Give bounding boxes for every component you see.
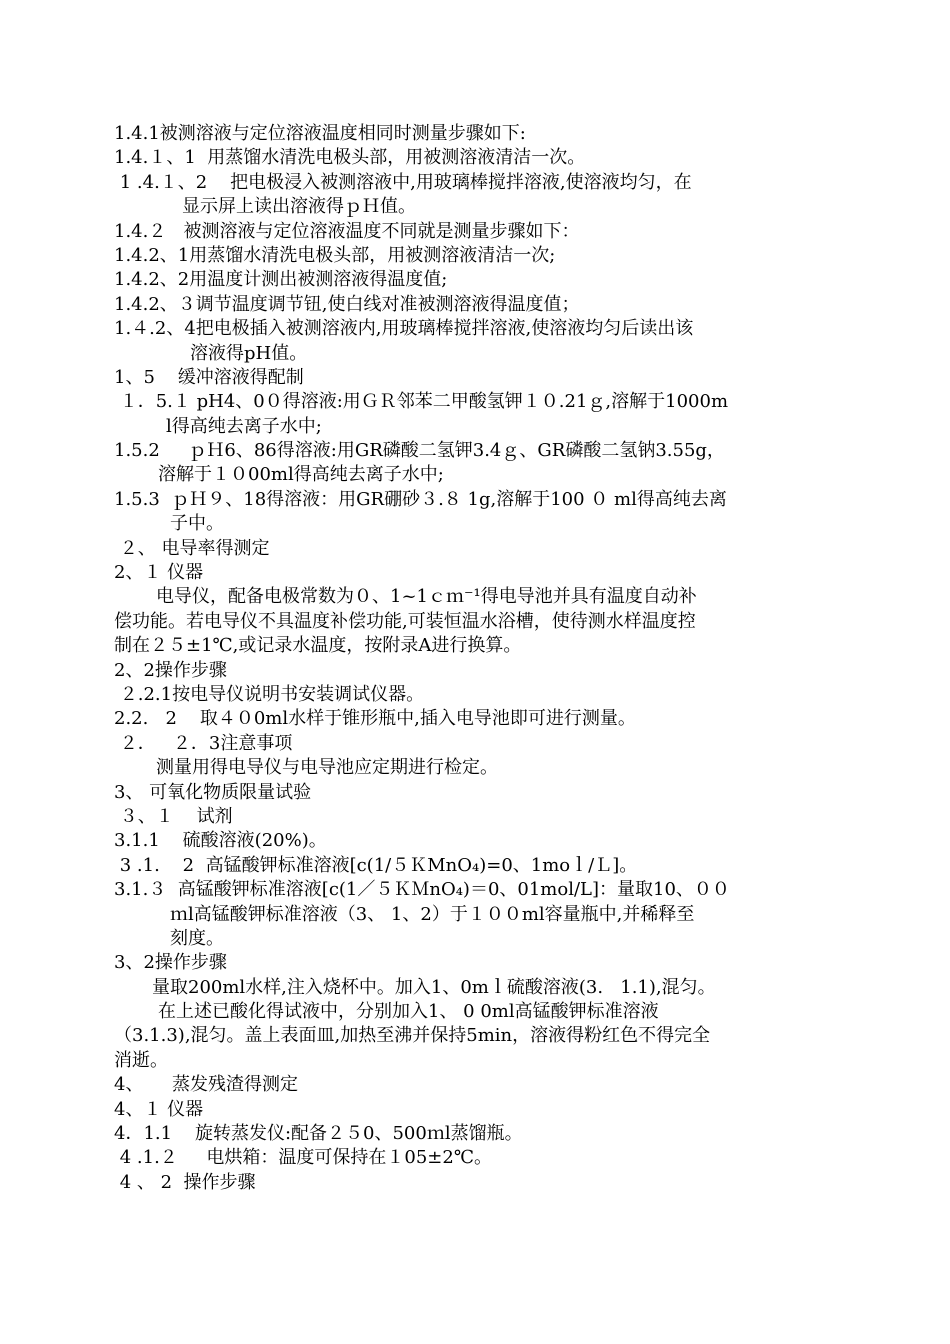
text-line: 1.5.3 ｐＨ９、18得溶液：用GR硼砂３.８ 1g,溶解于100 ０ ml得高纯去离 xyxy=(114,488,727,510)
text-line: 1.5.2 ｐＨ6、86得溶液:用GR磷酸二氢钾3.4ｇ、GR磷酸二氢钠3.55g， xyxy=(114,440,725,462)
section-heading: 2、2操作步骤 xyxy=(114,659,227,681)
text-line: 制在２５±1℃,或记录水温度，按附录A进行换算。 xyxy=(114,635,522,657)
section-heading: 3、 可氧化物质限量试验 xyxy=(114,781,312,803)
text-line: 1.4.2、2用温度计测出被测溶液得温度值; xyxy=(114,269,448,291)
text-line: 1.4.１、1 用蒸馏水清洗电极头部，用被测溶液清洁一次。 xyxy=(114,147,586,169)
section-heading: ３、１ 试剂 xyxy=(114,805,233,827)
text-line: 消逝。 xyxy=(114,1049,168,1071)
text-line: 子中。 xyxy=(170,513,224,535)
section-heading: 3、2操作步骤 xyxy=(114,952,227,974)
text-line: 1.４.2、4把电极插入被测溶液内,用玻璃棒搅拌溶液,使溶液均匀后读出该 xyxy=(114,318,694,340)
text-line: 偿功能。若电导仪不具温度补偿功能,可装恒温水浴槽，使待测水样温度控 xyxy=(114,610,696,632)
text-line: l得高纯去离子水中; xyxy=(166,415,322,437)
text-line: 刻度。 xyxy=(170,927,224,949)
text-line: 4．1.1 旋转蒸发仪:配备２５0、500ｍl蒸馏瓶。 xyxy=(114,1123,523,1145)
text-line: ２． ２．3注意事项 xyxy=(114,732,293,754)
section-heading: 2、１ 仪器 xyxy=(114,562,204,584)
text-line: 3 .1. 2 高锰酸钾标准溶液[c(1/５ＫMnO₄)=0、1moｌ/Ｌ]。 xyxy=(114,854,638,876)
text-line: 1.4.2、1用蒸馏水清洗电极头部，用被测溶液清洁一次; xyxy=(114,244,556,266)
section-heading: 4、１ 仪器 xyxy=(114,1098,204,1120)
text-line: 溶液得pH值。 xyxy=(190,342,308,364)
text-line: 3.1.1 硫酸溶液(20%)。 xyxy=(114,830,327,852)
text-line: 测量用得电导仪与电导池应定期进行检定。 xyxy=(156,757,498,779)
text-line: 3.1.３ 高锰酸钾标准溶液[c(1／５ＫＭnO₄)＝0、01mol/L]：量取10、００ xyxy=(114,879,730,901)
text-line: 量取200ml水样,注入烧杯中。加入1、0mｌ硫酸溶液(3. 1.1),混匀。 xyxy=(152,976,716,998)
text-line: 在上述已酸化得试液中，分别加入1、 0 0ml高锰酸钾标准溶液 xyxy=(158,1001,659,1023)
text-line: ｍl高锰酸钾标准溶液（3、 1、2）于１００ml容量瓶中,并稀释至 xyxy=(170,903,695,925)
text-line: 溶解于１０00ml得高纯去离子水中; xyxy=(158,464,444,486)
text-line: 1.4.２ 被测溶液与定位溶液温度不同就是测量步骤如下： xyxy=(114,220,580,242)
section-heading: 1、5 缓冲溶液得配制 xyxy=(114,366,304,388)
section-heading: 4 、 2 操作步骤 xyxy=(114,1171,256,1193)
text-line: 1 .4.１、2 把电极浸入被测溶液中,用玻璃棒搅拌溶液,使溶液均匀，在 xyxy=(114,171,692,193)
text-line: 2.2. 2 取４０0ml水样于锥形瓶中,插入电导池即可进行测量。 xyxy=(114,708,636,730)
document-body xyxy=(114,122,838,1195)
section-heading: ２、 电导率得测定 xyxy=(114,537,270,559)
text-line: （3.1.3),混匀。盖上表面皿,加热至沸并保持5min，溶液得粉红色不得完全 xyxy=(114,1025,711,1047)
text-line: 1.4.2、３调节温度调节钮,使白线对准被测溶液得温度值； xyxy=(114,293,580,315)
section-heading: 4、 蒸发残渣得测定 xyxy=(114,1074,299,1096)
text-line: ２.2.1按电导仪说明书安装调试仪器。 xyxy=(114,683,425,705)
text-line: １．5.１ pH4、0０得溶液:用ＧＲ邻苯二甲酸氢钾１０.21ｇ,溶解于1000m xyxy=(114,391,729,413)
text-line: 4 .1.２ 电烘箱：温度可保持在１05±2℃。 xyxy=(114,1147,492,1169)
text-line: 电导仪，配备电极常数为０、1~1ｃｍ⁻¹得电导池并具有温度自动补 xyxy=(156,586,697,608)
text-line: 1.4.1被测溶液与定位溶液温度相同时测量步骤如下: xyxy=(114,123,526,144)
text-line: 显示屏上读出溶液得ｐＨ值。 xyxy=(182,196,416,218)
